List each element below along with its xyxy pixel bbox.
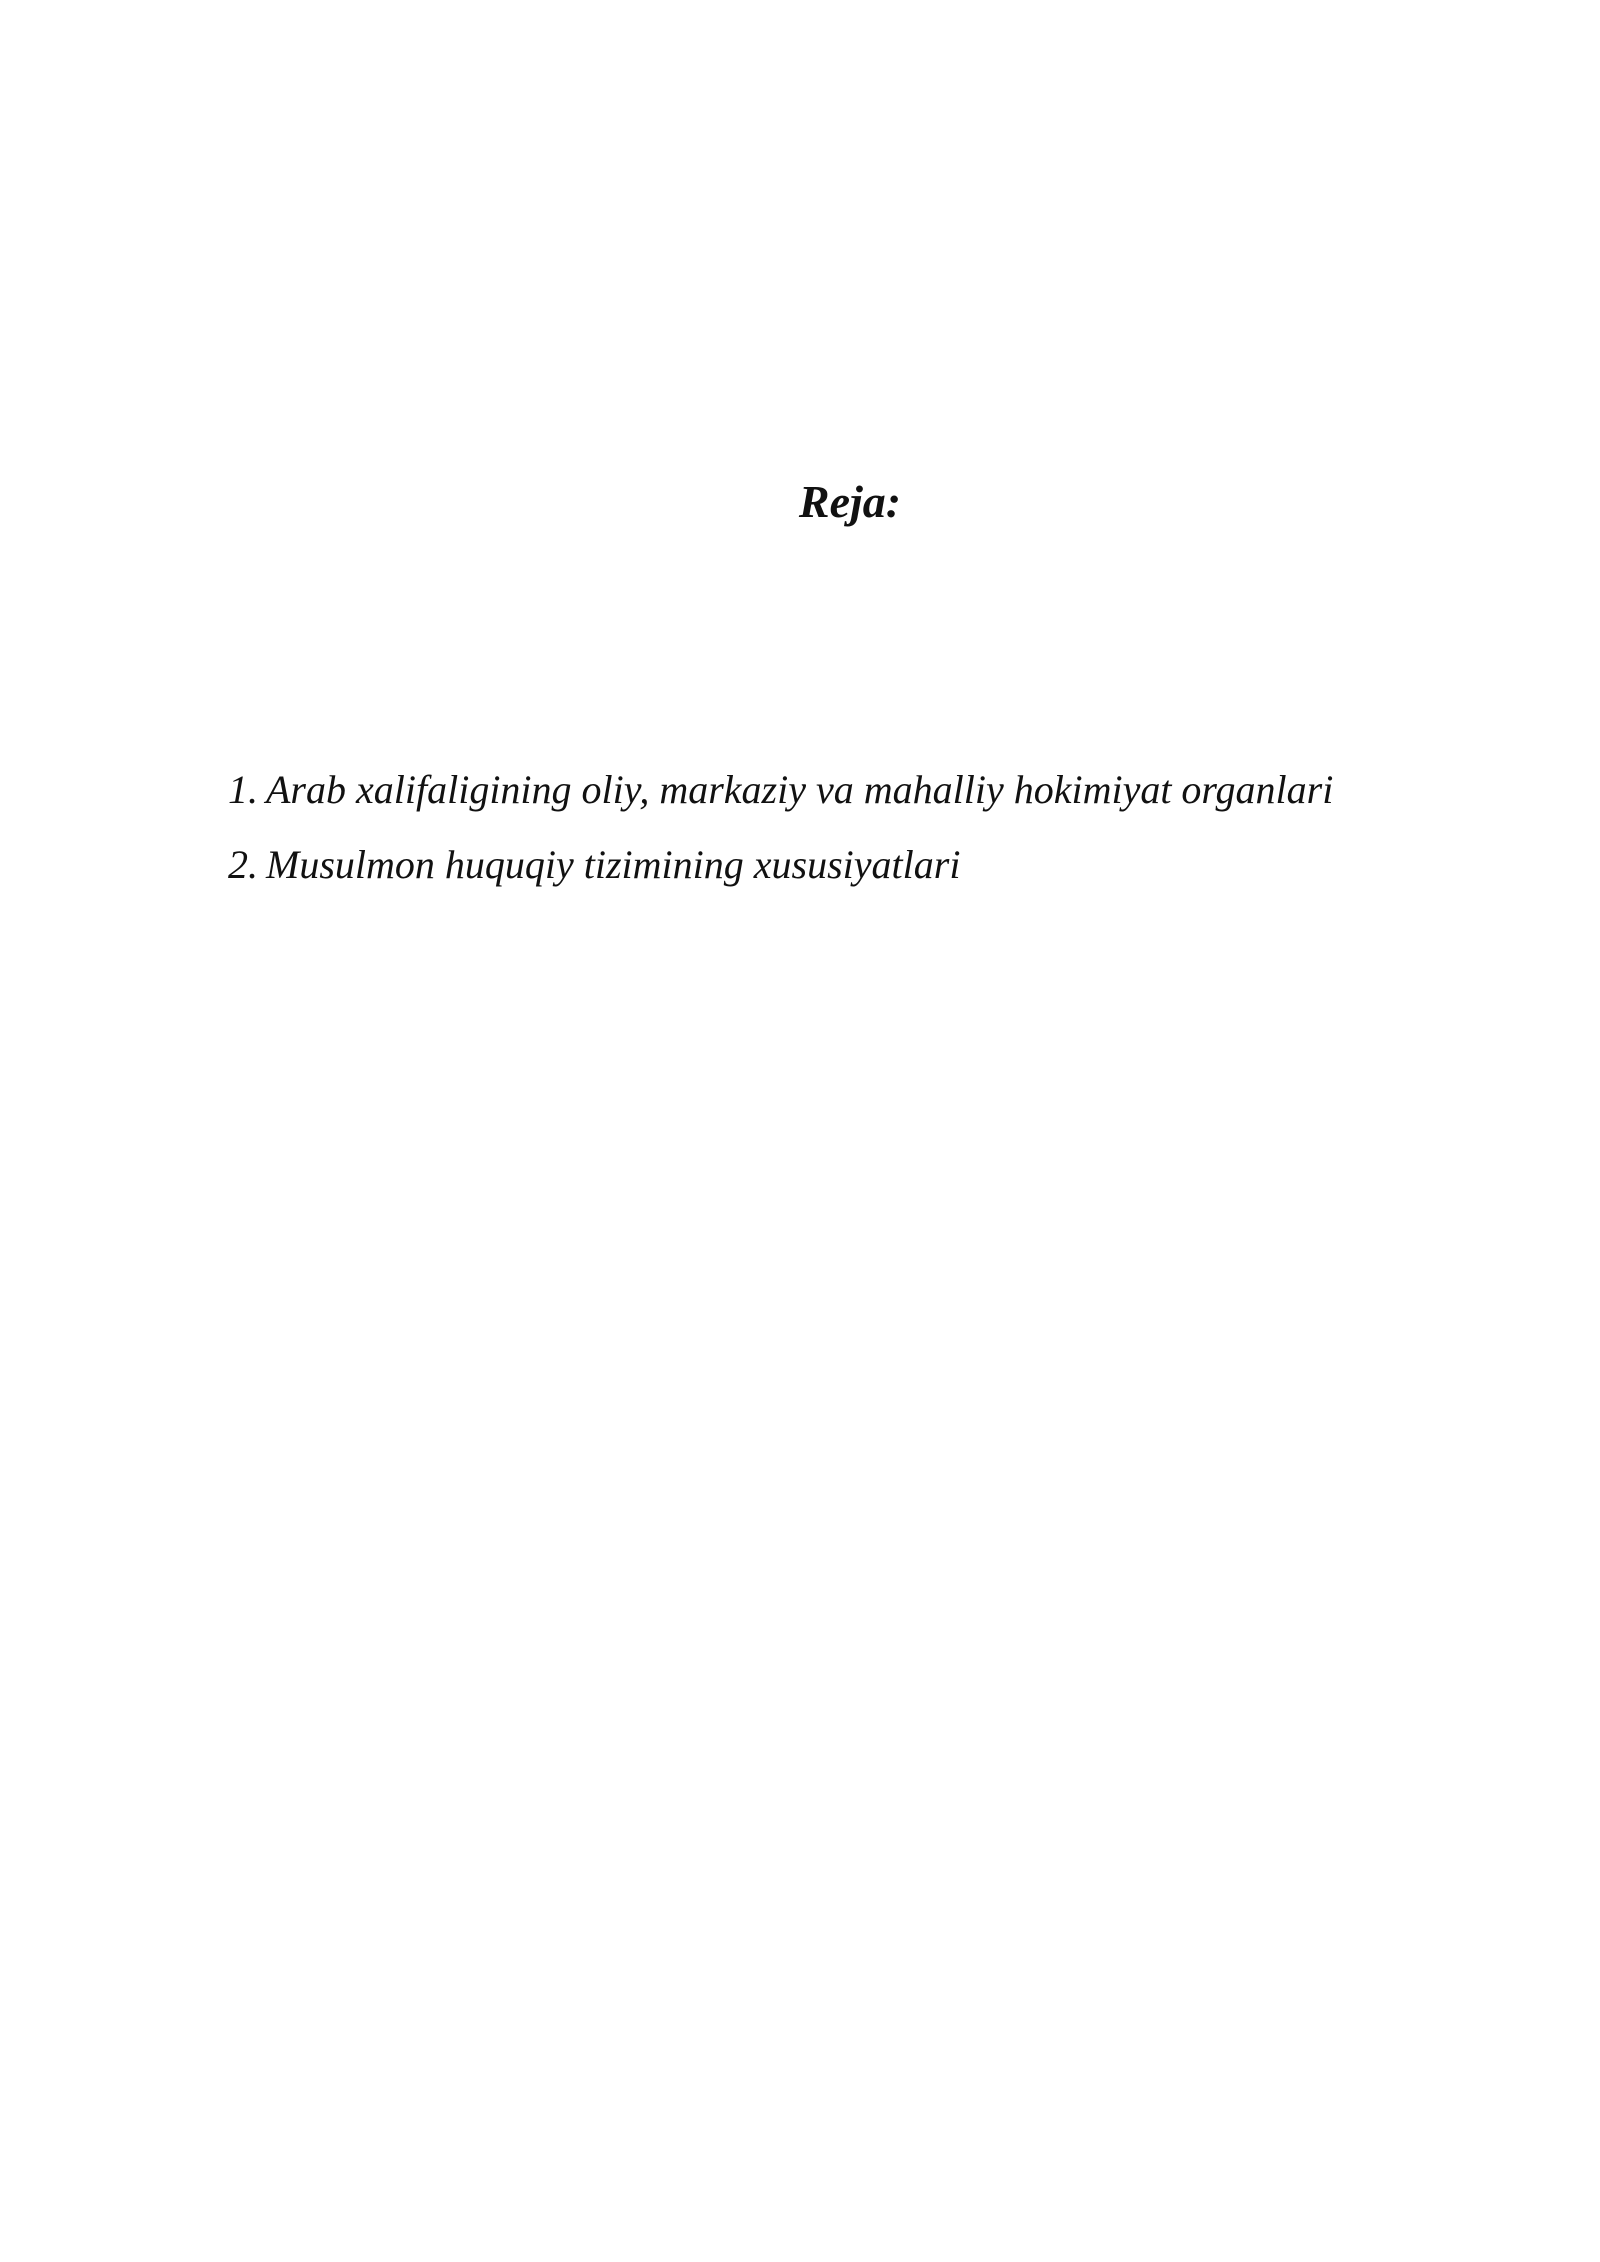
list-item-number: 1. bbox=[228, 767, 258, 812]
list-item-number: 2. bbox=[228, 842, 258, 887]
list-item bbox=[228, 827, 1528, 902]
list-item-text: Musulmon huquqiy tizimining xususiyatlari bbox=[266, 842, 961, 887]
list-item-text: Arab xalifaligining oliy, markaziy va mahalliy hokimiyat organlari bbox=[266, 767, 1334, 812]
page-title: Reja: bbox=[798, 476, 902, 527]
plan-list bbox=[228, 752, 1528, 902]
list-item bbox=[228, 752, 1528, 827]
